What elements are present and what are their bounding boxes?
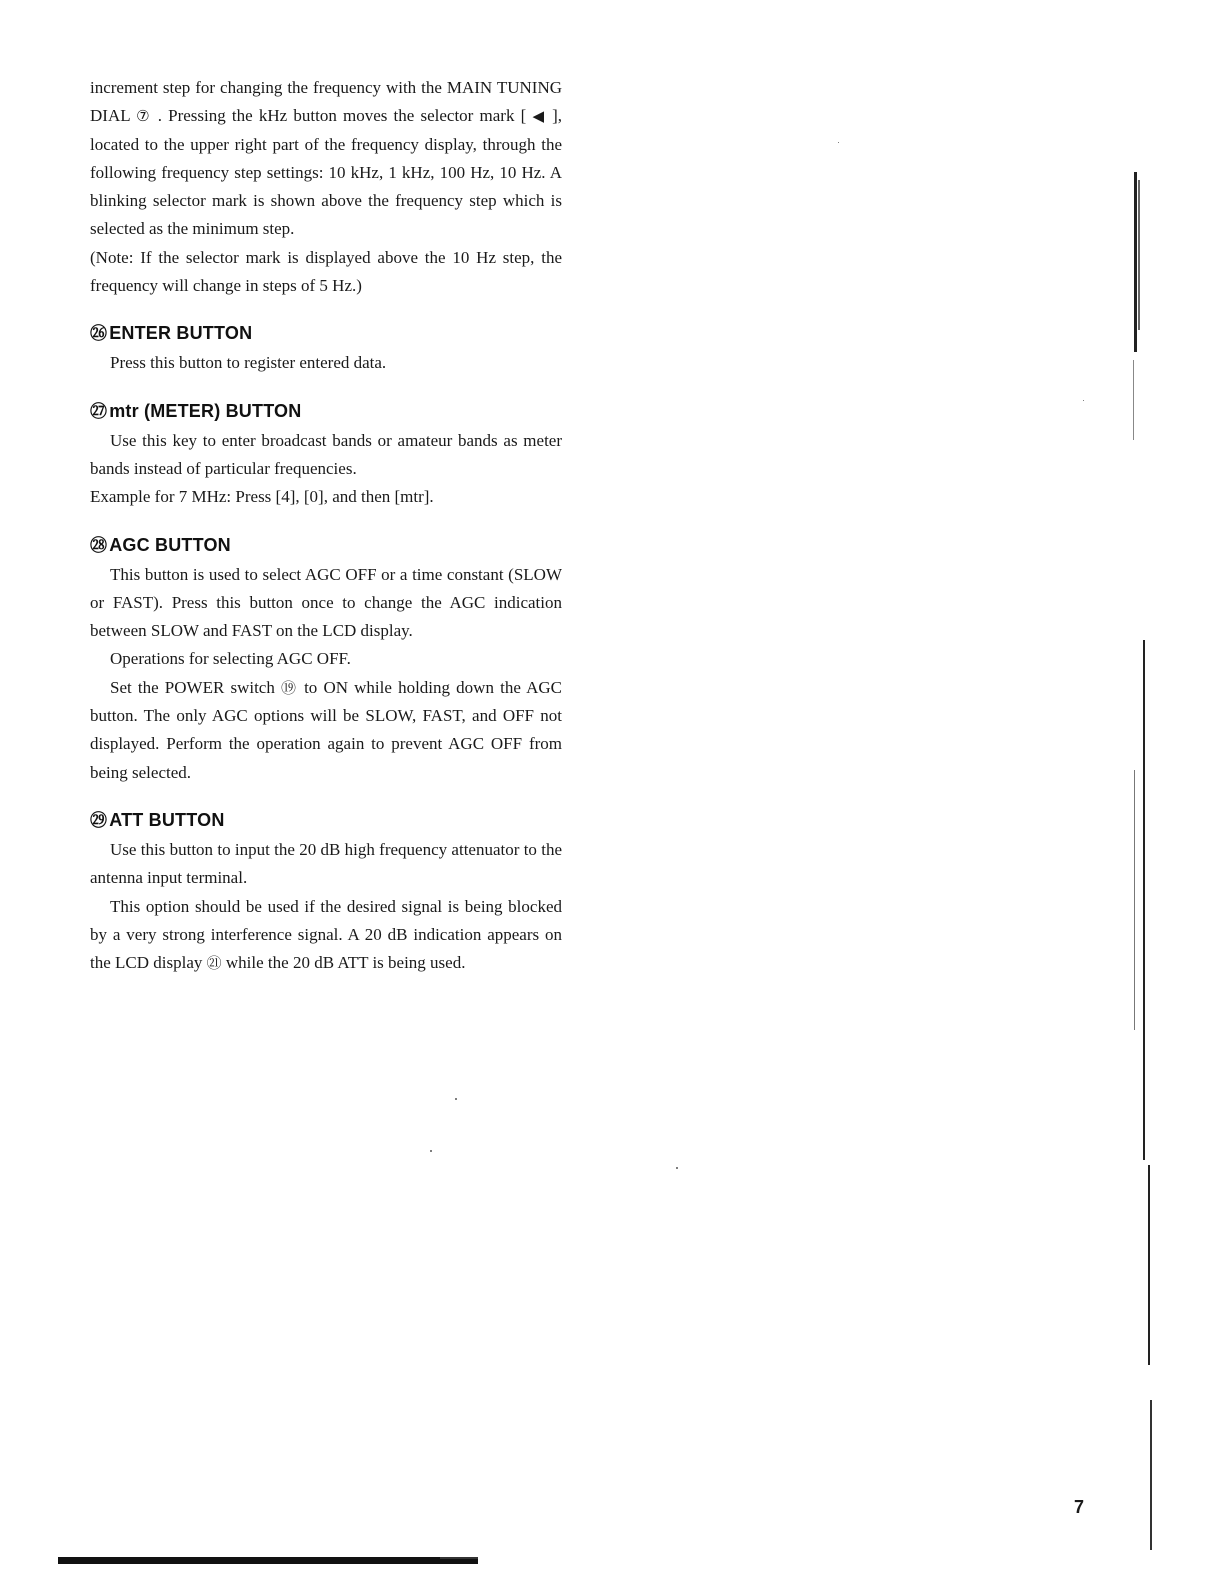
intro-paragraph: increment step for changing the frequency with the MAIN TUNING DIAL ⑦ . Pressing the kHz button moves the selector mark [ ◀ ], located to the upper right part of the frequency display, through the following frequency step settings: 10 kHz, 1 kHz, 100 Hz, 10 Hz. A blinking selector mark is shown above the frequency step which is selected as the minimum step. xyxy=(90,78,563,239)
power-switch-ref-symbol: ⑲ xyxy=(281,678,298,697)
scan-speck xyxy=(455,1098,457,1100)
text-column xyxy=(90,74,562,977)
binding-edge-mark xyxy=(1150,1400,1152,1550)
binding-edge-mark xyxy=(1148,1165,1150,1365)
att-paragraph-1: Use this button to input the 20 dB high frequency attenuator to the antenna input terminal. xyxy=(90,839,562,888)
binding-edge-mark xyxy=(1133,360,1134,440)
agc-paragraph-1: This button is used to select AGC OFF or a time constant (SLOW or FAST). Press this button once to change the AGC indication between SLOW and FAST on the LCD display. xyxy=(90,564,562,641)
page-number: 7 xyxy=(1074,1497,1085,1517)
binding-edge-mark xyxy=(1134,172,1137,352)
section-att-button xyxy=(90,805,562,977)
footer-rule-tail xyxy=(440,1557,478,1559)
scan-speck xyxy=(838,142,839,143)
agc-paragraph-2: Operations for selecting AGC OFF. xyxy=(110,649,351,669)
heading-mtr-button: ㉗ mtr (METER) BUTTON xyxy=(90,400,302,422)
section-agc-button xyxy=(90,530,562,787)
heading-enter-button: ㉖ ENTER BUTTON xyxy=(90,323,253,345)
agc-paragraph-3: Set the POWER switch ⑲ to ON while holding down the AGC button. The only AGC options will be SLOW, FAST, and OFF not displayed. Perform the operation again to prevent AGC OFF from being selected. xyxy=(90,677,562,782)
section-mtr-button xyxy=(90,396,562,512)
heading-att-button: ㉙ ATT BUTTON xyxy=(90,809,225,831)
enter-paragraph-1: Press this button to register entered data. xyxy=(110,353,387,373)
binding-edge-mark xyxy=(1143,640,1145,1160)
scan-speck xyxy=(676,1167,678,1169)
heading-agc-button: ㉘ AGC BUTTON xyxy=(90,534,231,556)
selector-mark-icon: ◀ xyxy=(532,107,546,126)
intro-note: (Note: If the selector mark is displayed above the 10 Hz step, the frequency will change in steps of 5 Hz.) xyxy=(90,247,562,296)
mtr-paragraph-1: Use this key to enter broadcast bands or amateur bands as meter bands instead of particular frequencies. xyxy=(90,430,562,478)
scan-speck xyxy=(430,1150,432,1152)
dial-ref-symbol: ⑦ xyxy=(136,107,152,126)
section-enter-button xyxy=(90,318,562,377)
lcd-display-ref-symbol: ㉑ xyxy=(206,954,222,973)
binding-edge-mark xyxy=(1138,180,1140,330)
mtr-paragraph-2: Example for 7 MHz: Press [4], [0], and then [mtr]. xyxy=(90,487,434,507)
footer-rule xyxy=(58,1557,478,1564)
att-paragraph-2: This option should be used if the desired signal is being blocked by a very strong interference signal. A 20 dB indication appears on the LCD display ㉑ while the 20 dB ATT is being used. xyxy=(90,896,562,973)
scan-speck xyxy=(1083,400,1084,401)
binding-edge-mark xyxy=(1134,770,1135,1030)
